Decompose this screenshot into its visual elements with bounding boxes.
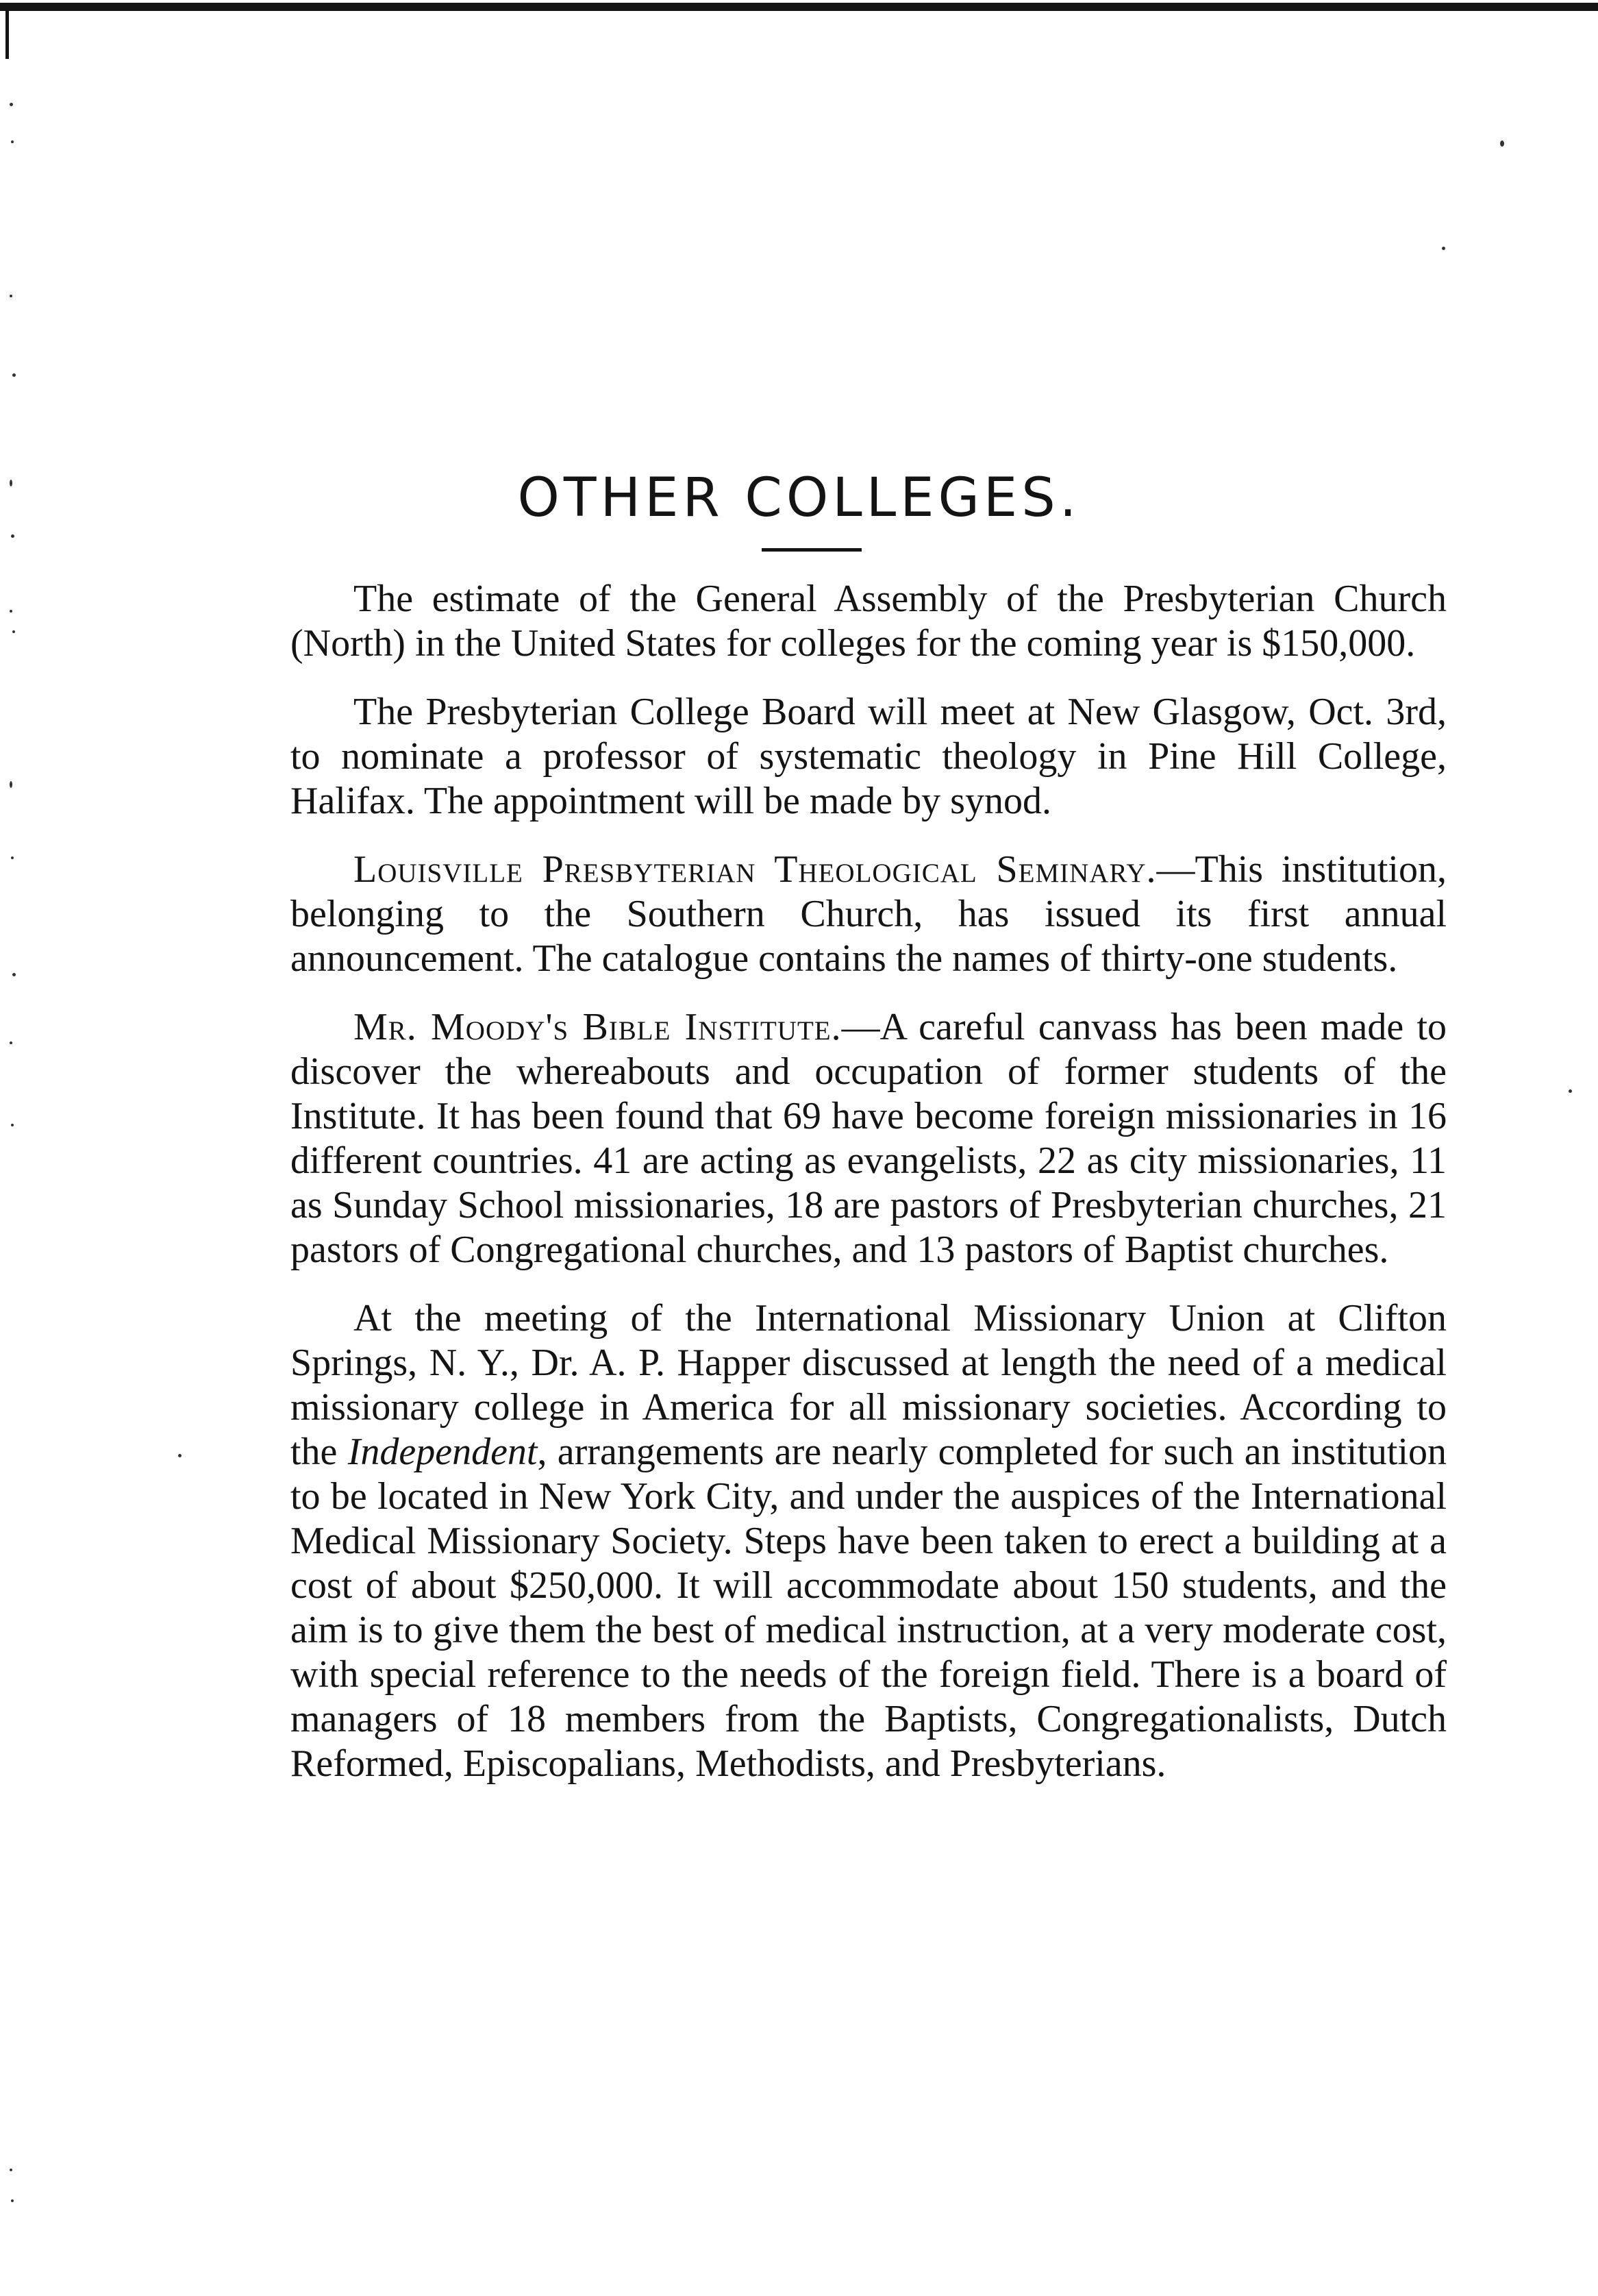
paragraph-medical-missionary-college: [290, 1296, 1447, 1786]
paragraph-text: , arrangements are nearly completed for such an institution to be located in New York City, and under the auspices of the International Medical Missionary Society. Steps have been taken to erect a building at a cost of about $250,000. It will accommodate about 150 students, and the aim is to give them the best of medical instruction, at a very moderate cost, with special reference to the needs of the foreign field. There is a board of managers of 18 members from the Baptists, Congregationalists, Dutch Reformed, Episcopalians, Methodists, and Presbyterians.: [290, 1431, 1447, 1785]
section-lead: Mr. Moody's Bible Institute.: [353, 1006, 842, 1048]
paragraph-text: The estimate of the General Assembly of the Presbyterian Church (North) in the United States for colleges for the coming year is $150,000.: [290, 578, 1447, 665]
page-title: OTHER COLLEGES.: [517, 467, 1081, 529]
section-lead: Louisville Presbyterian Theological Seminary.: [353, 848, 1157, 891]
paragraph-text: —This institution, belonging to the Southern Church, has issued its first annual announcement. The catalogue contains the names of thirty-one students.: [290, 848, 1447, 980]
paragraph-text: —A careful canvass has been made to discover the whereabouts and occupation of former students of the Institute. It has been found that 69 have become foreign missionaries in 16 different countries. 41 are acting as evangelists, 22 as city missionaries, 11 as Sunday School missionaries, 18 are pastors of Presbyterian churches, 21 pastors of Congregational churches, and 13 pastors of Baptist churches.: [290, 1006, 1447, 1271]
paragraph-moody-institute: [290, 1005, 1447, 1272]
paragraph-text: The Presbyterian College Board will meet at New Glasgow, Oct. 3rd, to nominate a professor of systematic theology in Pine Hill College, Halifax. The appointment will be made by synod.: [290, 691, 1447, 822]
paragraph-louisville-seminary: [290, 848, 1447, 981]
paragraph-college-board: [290, 690, 1447, 824]
left-border-tick: [5, 11, 9, 59]
paragraph-text: At the meeting of the International Missionary Union at Clifton Springs, N. Y., Dr. A. P. Happer discussed at length the need of a medical missionary college in America for all missionary societies. According to the: [290, 1297, 1447, 1473]
title-rule: [762, 548, 862, 552]
publication-title: Independent: [347, 1431, 538, 1473]
article-body: [290, 577, 1447, 1810]
paragraph-presbyterian-estimate: [290, 577, 1447, 666]
top-border-rule: [0, 3, 1598, 11]
